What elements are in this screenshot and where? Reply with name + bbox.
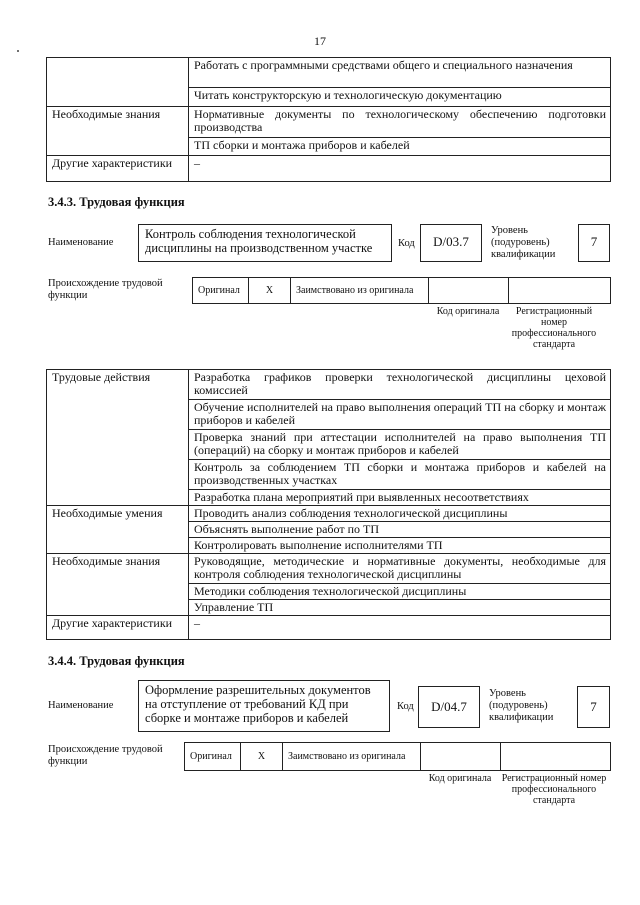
caption-reg: Регистрационный номер профессионального стандарта (511, 306, 597, 350)
section-title: 3.4.3. Трудовая функция (48, 195, 185, 209)
caption-reg: Регистрационный номер профессионального стандарта (501, 773, 607, 806)
code-label: Код (397, 701, 414, 712)
top-table-label (47, 58, 189, 107)
table-cell: Руководящие, методические и нормативные документы, необходимые для контроля соблюдения технологической дисциплины (189, 554, 611, 584)
origin-mark: X (241, 743, 283, 771)
main-table (46, 369, 611, 640)
level-label: Уровень (подуровень) квалификации (489, 688, 554, 723)
top-table-label: Другие характеристики (47, 156, 189, 182)
origin-mark: X (249, 278, 291, 304)
table-cell: Читать конструкторскую и технологическую документацию (189, 88, 611, 107)
code-box: D/04.7 (418, 686, 480, 728)
table-cell: Контроль за соблюдением ТП сборки и монтажа приборов и кабелей на производственных участках (189, 460, 611, 490)
table-cell: Разработка плана мероприятий при выявленных несоответствиях (189, 490, 611, 506)
table-cell: Нормативные документы по технологическому обеспечению подготовки производства (189, 107, 611, 138)
origin-original: Оригинал (185, 743, 241, 771)
scan-speck (17, 50, 19, 52)
table-cell: Разработка графиков проверки технологической дисциплины цеховой комиссией (189, 370, 611, 400)
level-box: 7 (577, 686, 610, 728)
top-table (46, 57, 611, 182)
table-cell: Объяснять выполнение работ по ТП (189, 522, 611, 538)
table-cell: Методики соблюдения технологической дисциплины (189, 584, 611, 600)
origin-label: Происхождение трудовой функции (48, 744, 163, 767)
table-cell: ТП сборки и монтажа приборов и кабелей (189, 138, 611, 156)
function-name-box: Контроль соблюдения технологической дисциплины на производственном участке (138, 224, 392, 262)
origin-code-cell (429, 278, 509, 304)
origin-borrowed: Заимствовано из оригинала (291, 278, 429, 304)
origin-reg-cell (509, 278, 611, 304)
table-cell: Управление ТП (189, 600, 611, 616)
table-cell: Проверка знаний при аттестации исполнителей на право выполнения ТП (операций) на сборку и монтаж приборов и кабелей (189, 430, 611, 460)
main-table-label: Необходимые знания (47, 554, 189, 616)
function-name-box: Оформление разрешительных документов на отступление от требований КД при сборке и монтаже приборов и кабелей (138, 680, 390, 732)
section-title: 3.4.4. Трудовая функция (48, 654, 185, 668)
origin-code-cell (421, 743, 501, 771)
main-table-label: Трудовые действия (47, 370, 189, 506)
table-cell: – (189, 156, 611, 182)
code-label: Код (398, 238, 415, 249)
page-number: 17 (314, 34, 326, 48)
table-cell: Проводить анализ соблюдения технологической дисциплины (189, 506, 611, 522)
caption-code: Код оригинала (436, 306, 500, 317)
name-label: Наименование (48, 237, 114, 248)
table-cell: Обучение исполнителей на право выполнения операций ТП на сборку и монтаж приборов и кабелей (189, 400, 611, 430)
name-label: Наименование (48, 700, 114, 711)
level-box: 7 (578, 224, 610, 262)
code-box: D/03.7 (420, 224, 482, 262)
origin-borrowed: Заимствовано из оригинала (283, 743, 421, 771)
origin-label: Происхождение трудовой функции (48, 278, 163, 301)
origin-original: Оригинал (193, 278, 249, 304)
level-label: Уровень (подуровень) квалификации (491, 225, 556, 260)
origin-table (184, 742, 611, 771)
main-table-label: Другие характеристики (47, 616, 189, 640)
table-cell: Контролировать выполнение исполнителями ТП (189, 538, 611, 554)
origin-reg-cell (501, 743, 611, 771)
top-table-label: Необходимые знания (47, 107, 189, 156)
origin-table (192, 277, 611, 304)
table-cell: Работать с программными средствами общего и специального назначения (189, 58, 611, 88)
table-cell: – (189, 616, 611, 640)
caption-code: Код оригинала (428, 773, 492, 784)
main-table-label: Необходимые умения (47, 506, 189, 554)
